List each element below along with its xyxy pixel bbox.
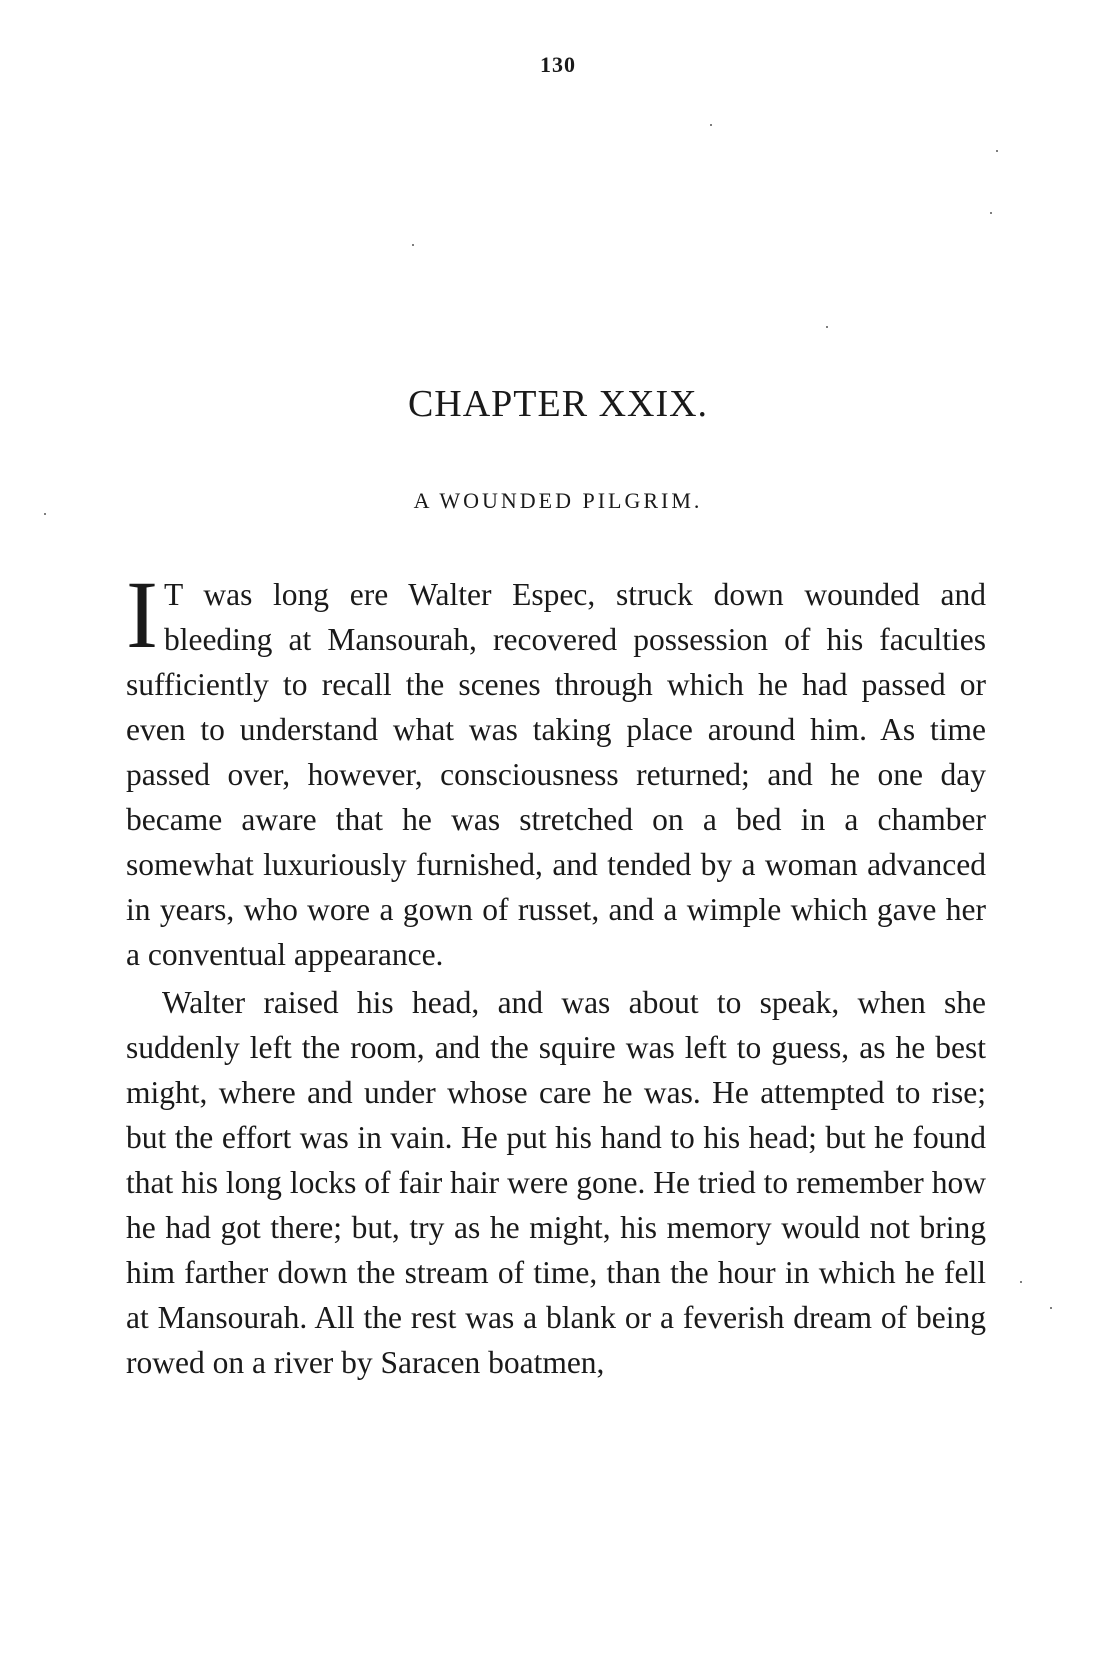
page-number: 130 [540,52,576,77]
scan-speck [710,124,712,126]
scan-speck [44,513,46,515]
drop-cap: I [126,561,158,668]
body-text [126,561,986,1385]
scan-speck [996,150,998,152]
scan-speck [990,212,992,214]
paragraph-2: Walter raised his head, and was about to speak, when she suddenly left the room, and the squire was left to guess, as he best might, where and under whose care he was. He attempted to rise; but the effort was in vain. He put his hand to his head; but he found that his long locks of fair hair were gone. He tried to remember how he had got there; but, try as he might, his memory would not bring him farther down the stream of time, than the hour in which he fell at Mansourah. All the rest was a blank or a feverish dream of being rowed on a river by Saracen boatmen, [126,985,986,1380]
chapter-title: CHAPTER XXIX. [407,383,709,425]
scan-speck [1050,1307,1052,1309]
paragraph-1-text: T was long ere Walter Espec, struck down wounded and bleeding at Mansourah, recovered possession of his faculties sufficiently to recall the scenes through which he had passed or even to understand what was taking place around him. As time passed over, however, consciousness returned; and he one day became aware that he was stretched on a bed in a chamber somewhat luxuriously furnished, and tended by a woman advanced in years, who wore a gown of russet, and a wimple which gave her a conventual appearance. [126,577,986,972]
chapter-subtitle: A WOUNDED PILGRIM. [413,488,703,513]
scan-speck [412,244,414,246]
paragraph-1 [126,561,986,977]
scan-speck [826,326,828,328]
scan-speck [1020,1281,1022,1283]
